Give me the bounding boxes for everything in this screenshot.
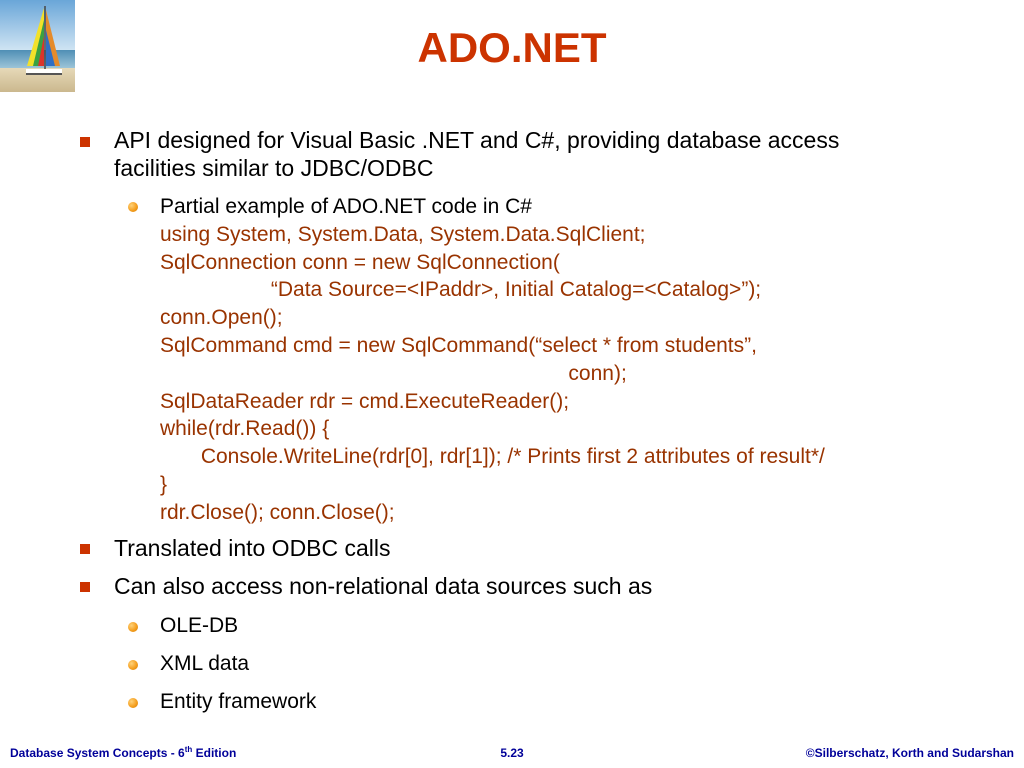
code-line: while(rdr.Read()) { [160,417,330,441]
footer-copyright: ©Silberschatz, Korth and Sudarshan [805,746,1014,760]
footer-page-number: 5.23 [500,746,524,760]
code-example-block [160,193,1000,527]
bullet-circle-icon [128,622,138,632]
code-line: conn.Open(); [160,306,283,330]
data-source-item: XML data [160,652,250,675]
code-line: rdr.Close(); conn.Close(); [160,500,395,524]
code-line: conn); [160,361,627,385]
slide-title: ADO.NET [417,24,607,71]
code-line: “Data Source=<IPaddr>, Initial Catalog=<Catalog>”); [160,278,762,302]
bullet-circle-icon [128,698,138,708]
bullet-odbc: Translated into ODBC calls [114,535,391,561]
code-line: SqlCommand cmd = new SqlCommand(“select * from students”, [160,333,757,357]
bullet-non-relational: Can also access non-relational data sources such as [114,573,653,599]
code-line: } [160,472,168,496]
data-source-item: OLE-DB [160,614,239,637]
data-source-item: Entity framework [160,690,317,713]
bullet-circle-icon [128,202,138,212]
footer-book-title: Database System Concepts - 6th Edition [10,745,237,760]
bullet-square-icon [80,544,90,554]
bullet-square-icon [80,137,90,147]
bullet-api-description: API designed for Visual Basic .NET and C#, providing database access facilities similar to JDBC/ODBC [114,127,840,181]
code-example-caption: Partial example of ADO.NET code in C# [160,195,532,218]
code-line: Console.WriteLine(rdr[0], rdr[1]); /* Prints first 2 attributes of result*/ [160,445,825,469]
code-line: using System, System.Data, System.Data.SqlClient; [160,222,646,246]
code-line: SqlDataReader rdr = cmd.ExecuteReader(); [160,389,570,413]
bullet-circle-icon [128,660,138,670]
code-line: SqlConnection conn = new SqlConnection( [160,250,560,274]
bullet-square-icon [80,582,90,592]
